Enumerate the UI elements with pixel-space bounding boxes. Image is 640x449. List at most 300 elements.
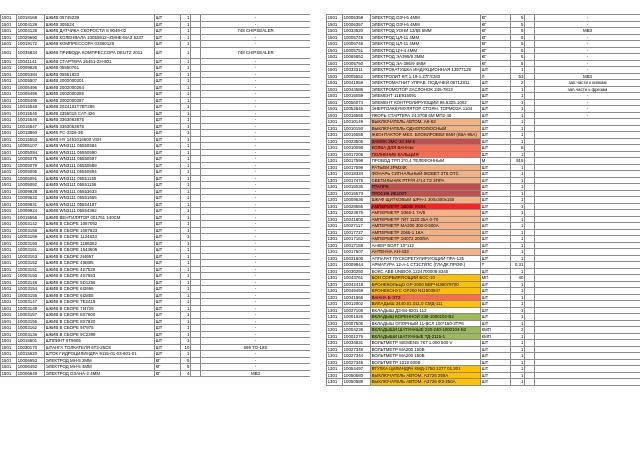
cell-c2: 10023875 <box>343 210 371 217</box>
cell-c1: 1501 <box>1 208 17 215</box>
cell-note: - <box>201 136 311 143</box>
cell-note: - <box>201 260 311 267</box>
cell-unit: ШТ <box>155 286 181 293</box>
cell-unit: ШТ <box>481 151 511 158</box>
cell-qty: 1 <box>511 99 525 106</box>
cell-note: - <box>201 286 311 293</box>
cell-name: ЗАМОК ЗМС-10 4М-5 <box>371 138 481 145</box>
cell-unit: ШТ <box>155 136 181 143</box>
cell-c1: 1501 <box>1 338 17 345</box>
cell-c2: 10003163 <box>17 253 45 260</box>
cell-c2: 10054497 <box>343 366 371 373</box>
cell-note: - <box>201 65 311 72</box>
cell-c2: 10033520 <box>343 28 371 35</box>
cell-unit: ШТ <box>155 312 181 319</box>
cell-note: зап.части к фрезам <box>535 86 640 93</box>
cell-c2: 10009631 <box>17 201 45 208</box>
cell-c2: 10003147 <box>17 299 45 306</box>
cell-c2: 10005751 <box>343 47 371 54</box>
cell-qty: 1 <box>181 292 191 299</box>
cell-unit: ШТ <box>155 240 181 247</box>
cell-c2: 10006653 <box>17 357 45 364</box>
cell-note: - <box>201 169 311 176</box>
cell-qty: 5 <box>511 15 525 22</box>
cell-c2: 10015548 <box>17 104 45 111</box>
cell-c2: 10015553 <box>17 136 45 143</box>
cell-c2: 10005092 <box>17 182 45 189</box>
left-spreadsheet <box>0 14 310 377</box>
cell-c2: 10003157 <box>17 312 45 319</box>
cell-c1: 1301 <box>327 346 343 353</box>
cell-note: - <box>535 99 640 106</box>
cell-name: ШКИВ КОЛЕНВАЛА 10055912+ZMHE-МАЗ 5337 <box>45 34 155 41</box>
cell-name: ШПЛИНТ 6T9605 <box>45 338 155 345</box>
cell-c2: 10027344 <box>343 353 371 360</box>
cell-c1: 1501 <box>1 266 17 273</box>
cell-unit: ШТ <box>481 249 511 256</box>
cell-c2: 10003159 <box>17 234 45 241</box>
table-row <box>1 28 311 35</box>
cell-note: - <box>201 41 311 48</box>
cell-qty: 1 <box>511 138 525 145</box>
cell-qty: 1 <box>511 210 525 217</box>
cell-c1: 1301 <box>327 255 343 262</box>
cell-name: ШКИВ HY 1451016600 VSH <box>45 136 155 143</box>
cell-c2: 10005079 <box>17 162 45 169</box>
cell-c2: 10050580 <box>343 372 371 379</box>
cell-c1: 1301 <box>327 307 343 314</box>
cell-c1: 1301 <box>327 177 343 184</box>
cell-name: ВАННА Б-ЭТЗ <box>371 294 481 301</box>
cell-c6 <box>525 379 535 386</box>
cell-unit: М <box>481 158 511 165</box>
cell-c1: 1301 <box>327 119 343 126</box>
cell-unit: ШТ <box>155 344 181 351</box>
cell-c1: 1301 <box>327 379 343 386</box>
cell-c1: 1301 <box>327 333 343 340</box>
cell-c2: 10010150 <box>343 125 371 132</box>
cell-c1: 1501 <box>1 214 17 221</box>
cell-unit: КМП <box>481 333 511 340</box>
cell-c2: 10016555 <box>343 132 371 139</box>
cell-qty: 1 <box>511 132 525 139</box>
cell-note: - <box>201 318 311 325</box>
cell-c2: 10005507 <box>17 78 45 85</box>
cell-qty: 1 <box>511 177 525 184</box>
cell-qty: 1 <box>181 351 191 358</box>
cell-name: ШКИВ WN3111 05553633 <box>45 188 155 195</box>
cell-unit: ШТ <box>155 247 181 254</box>
cell-unit: ШТ <box>481 125 511 132</box>
table-row <box>1 47 311 58</box>
cell-c2: 10065852 <box>343 54 371 61</box>
cell-unit: ШТ <box>481 99 511 106</box>
cell-qty: 5 <box>511 41 525 48</box>
cell-name: ШКИВ В СБОРЕ 7I4729 <box>45 305 155 312</box>
cell-unit: ШТ <box>481 340 511 347</box>
cell-name: ШКИВ В СБОРЕ 9C2399 <box>45 331 155 338</box>
cell-c2: 10004128 <box>17 28 45 35</box>
cell-unit: ШТ <box>481 346 511 353</box>
cell-c2: 10016565 <box>343 112 371 119</box>
cell-c1: 1301 <box>327 340 343 347</box>
cell-c1: 1501 <box>1 325 17 332</box>
cell-c1: 1301 <box>327 203 343 210</box>
cell-c2: 10017598 <box>343 158 371 165</box>
cell-c2: 10042418 <box>343 281 371 288</box>
cell-c1: 1501 <box>1 279 17 286</box>
cell-unit: ШТ <box>155 260 181 267</box>
cell-qty: 1 <box>511 164 525 171</box>
cell-unit: ШТ <box>155 47 181 58</box>
cell-c1: 1501 <box>1 260 17 267</box>
cell-qty: 1 <box>511 294 525 301</box>
cell-unit: ШТ <box>155 117 181 124</box>
cell-qty: 1 <box>511 216 525 223</box>
cell-note: - <box>201 325 311 332</box>
cell-note: - <box>535 67 640 74</box>
left-table <box>0 14 311 377</box>
cell-name: ШКИВ WN3111 05554392 <box>45 208 155 215</box>
cell-c1: 1301 <box>327 210 343 217</box>
cell-unit: ШТ <box>481 164 511 171</box>
cell-name: ШКИВ В СБОРЕ 1124634 <box>45 234 155 241</box>
cell-c1: 1501 <box>1 41 17 48</box>
cell-unit: ШТ <box>155 305 181 312</box>
cell-c2: 10034831 <box>343 340 371 347</box>
cell-name: ВЫКЛЮЧАТЕЛЬ АВТОМ. АЗ726 ФЗ-250А <box>371 379 481 386</box>
cell-note: зап.части к кипкам <box>535 80 640 87</box>
cell-unit: ШТ <box>155 91 181 98</box>
cell-qty: 5 <box>511 47 525 54</box>
page-gap <box>310 0 326 449</box>
cell-c1: 1301 <box>327 372 343 379</box>
cell-unit: ШТ <box>155 21 181 28</box>
cell-c2: 10016059 <box>343 93 371 100</box>
cell-unit: ШТ <box>155 331 181 338</box>
cell-qty: 1 <box>511 255 525 262</box>
cell-name: ВИЛАДЫШ 3440.01.011.0 СМД-111 <box>371 301 481 308</box>
cell-c2: 10003148 <box>17 279 45 286</box>
cell-unit: ШТ <box>155 195 181 202</box>
cell-note: - <box>201 299 311 306</box>
cell-c2: 10017476 <box>343 177 371 184</box>
cell-name: ШКИВ 05550761 <box>45 65 155 72</box>
cell-qty: 5 <box>181 364 191 371</box>
cell-c2: 10009632 <box>17 195 45 202</box>
cell-qty: 1 <box>181 78 191 85</box>
cell-qty: 1 <box>511 366 525 373</box>
cell-unit: ШТ <box>155 78 181 85</box>
cell-c1: 1301 <box>327 314 343 321</box>
cell-name: ШКИВ 05551633 <box>45 71 155 78</box>
cell-c2: 10004236 <box>343 327 371 334</box>
cell-name: ЖКОНТАКТОР МЕХ. БЛОКИРОВКИ КМИ (КВА-95А) <box>371 132 481 139</box>
cell-name: ШКИВ 2356019 CAT-426 <box>45 110 155 117</box>
cell-unit: КГ <box>155 357 181 364</box>
cell-qty: 1 <box>181 149 191 156</box>
cell-unit: КГ <box>481 54 511 61</box>
cell-qty: 1 <box>181 162 191 169</box>
cell-name: ПРОВОД ТРП 2*0,4 ТЕЛЕФОННЫЙ <box>371 158 481 165</box>
cell-qty: 1 <box>181 227 191 234</box>
cell-name: ЭЛЕКТРОД ЦЧ-4 4ММ <box>371 47 481 54</box>
cell-name: ШКИВ КОМПРЕССОРА 03360128 <box>45 41 155 48</box>
cell-unit: ШТ <box>155 214 181 221</box>
cell-c2: 10017162 <box>343 236 371 243</box>
cell-c2: 10015555 <box>17 214 45 221</box>
cell-c2: 10009636 <box>343 197 371 204</box>
cell-unit: ШТ <box>155 71 181 78</box>
cell-unit: ШТ <box>155 227 181 234</box>
cell-c2: 10015620 <box>17 351 45 358</box>
cell-unit: КГ <box>481 21 511 28</box>
cell-qty: 5 <box>511 60 525 67</box>
cell-c2: 10005760 <box>343 60 371 67</box>
cell-c2: 10007506 <box>343 320 371 327</box>
cell-qty: 1 <box>181 97 191 104</box>
cell-unit: ШТ <box>155 130 181 137</box>
cell-name: ШКИВ В СБОРЕ 1186062 <box>45 240 155 247</box>
cell-qty: 1 <box>181 41 191 48</box>
cell-name: ВКЛАДЫШИ ШАТУННЫЕ 240-240-1000104-Б2 <box>371 327 481 334</box>
cell-qty: 915 <box>511 158 525 165</box>
cell-c2: 10018860 <box>17 130 45 137</box>
cell-c1: 1501 <box>1 292 17 299</box>
cell-unit: ШТ <box>481 301 511 308</box>
cell-unit: ШТ <box>155 253 181 260</box>
cell-c1: 1501 <box>327 80 343 87</box>
cell-c2: 10015601 <box>17 338 45 345</box>
cell-unit: ШТ <box>155 201 181 208</box>
cell-c1: 1301 <box>327 262 343 269</box>
cell-name: БРОНЕКОЛЬЦО GP-3000 ВВРЧ439079700 <box>371 281 481 288</box>
cell-name: ЭЛЕМЕНТ КОНТРОЛИРУЮЩИЙ 96.5325.1002 <box>371 99 481 106</box>
cell-qty: 1 <box>511 93 525 100</box>
cell-note: - <box>201 130 311 137</box>
cell-c1: 1301 <box>327 359 343 366</box>
cell-qty: 1 <box>181 58 191 65</box>
cell-name: ЭЛЕКТРОД МН-5 4ММ <box>45 364 155 371</box>
cell-name: ВКЛАДЫШ ДЗ-84-8201 112 <box>371 307 481 314</box>
cell-c1: 1501 <box>1 97 17 104</box>
cell-c1: 1301 <box>327 125 343 132</box>
cell-name: ШКИВ FC-3326-3E <box>45 130 155 137</box>
cell-unit: ШТ <box>155 41 181 48</box>
cell-name: ТРОСИК ИЕ100Т <box>371 190 481 197</box>
cell-name: ШКИВ WN3111 05550588 <box>45 162 155 169</box>
cell-note: - <box>535 21 640 28</box>
cell-unit: ШТ <box>481 320 511 327</box>
cell-name: АРМАТУРА 12-А-1 СТ3СП/ПС (ГЛАДК.ПРОФ.) <box>371 262 481 269</box>
cell-name: ВТУЛКА ЦИЛИНДРА КМД-1750 1277 01.201 <box>371 366 481 373</box>
cell-c1: 1501 <box>327 86 343 93</box>
cell-qty: 1 <box>181 110 191 117</box>
cell-name: ЭЛЕКТРОД ОЗЧ-6 4ММ <box>371 21 481 28</box>
cell-c2: 10023505 <box>343 138 371 145</box>
cell-unit: ШТ <box>155 15 181 22</box>
table-row <box>1 370 311 377</box>
cell-c1: 1501 <box>327 41 343 48</box>
cell-c2: 10041141 <box>17 58 45 65</box>
cell-c1: 1301 <box>327 327 343 334</box>
cell-c1: 1501 <box>327 93 343 100</box>
cell-note: - <box>535 60 640 67</box>
cell-qty: 1 <box>511 281 525 288</box>
cell-name: ЭЛЕМЕНТ 11E915091 <box>371 93 481 100</box>
cell-c2: 10019172 <box>17 41 45 48</box>
cell-c1: 1501 <box>1 104 17 111</box>
cell-note: - <box>535 15 640 22</box>
cell-unit: ШТ <box>481 203 511 210</box>
cell-c2: 10003162 <box>17 325 45 332</box>
cell-c1: 1501 <box>1 84 17 91</box>
cell-qty: 1 <box>181 260 191 267</box>
cell-c6 <box>191 47 201 58</box>
cell-c2: 10003160 <box>17 240 45 247</box>
cell-unit: КГ <box>481 60 511 67</box>
cell-name: ШКИВ В СБОРЕ 3I4657 <box>45 253 155 260</box>
cell-unit: ШТ <box>481 216 511 223</box>
cell-c2: 10006358 <box>343 15 371 22</box>
cell-note: - <box>535 106 640 113</box>
cell-note: МВЗ <box>201 370 311 377</box>
cell-note <box>535 379 640 386</box>
cell-name: АМПЕРМЕТР МА200 300-0-500А <box>371 223 481 230</box>
cell-c2: 10005384 <box>17 71 45 78</box>
cell-qty: 1 <box>181 234 191 241</box>
cell-c1: 1501 <box>327 112 343 119</box>
cell-note: - <box>201 162 311 169</box>
cell-qty: 1 <box>511 184 525 191</box>
cell-c1: 1501 <box>1 143 17 150</box>
cell-name: ШКИВ 3363063878 <box>45 123 155 130</box>
cell-c1: 1301 <box>327 197 343 204</box>
cell-unit: ШТ <box>481 229 511 236</box>
cell-c1: 1501 <box>1 364 17 371</box>
cell-c2: 10027106 <box>343 307 371 314</box>
cell-qty: 1 <box>181 331 191 338</box>
cell-note: - <box>201 214 311 221</box>
cell-c1: 1501 <box>1 117 17 124</box>
cell-c6 <box>191 370 201 377</box>
cell-qty: 1 <box>511 288 525 295</box>
cell-name: ТРАПРЕ <box>371 184 481 191</box>
cell-c2: 10027117 <box>343 223 371 230</box>
cell-unit: ШТ <box>481 138 511 145</box>
cell-c1: 1301 <box>327 353 343 360</box>
cell-c2: 10006492 <box>17 364 45 371</box>
cell-note: - <box>201 149 311 156</box>
cell-qty: 1 <box>511 151 525 158</box>
cell-qty: 1 <box>181 247 191 254</box>
cell-c2: 10050589 <box>343 379 371 386</box>
cell-name: ШКИВ 2024101T7BT286 <box>45 104 155 111</box>
cell-c2: 10017158 <box>343 242 371 249</box>
cell-c2: 10030250 <box>343 268 371 275</box>
cell-note: - <box>201 188 311 195</box>
cell-unit: ШТ <box>481 359 511 366</box>
cell-unit: ШТ <box>481 119 511 126</box>
cell-note: - <box>201 351 311 358</box>
cell-unit: ШТ <box>155 84 181 91</box>
cell-c2: 10005094 <box>17 149 45 156</box>
cell-unit: ШТ <box>481 307 511 314</box>
cell-note: - <box>201 71 311 78</box>
cell-c2: 10017599 <box>343 164 371 171</box>
cell-unit: ШТ <box>155 156 181 163</box>
cell-name: ШКИВ WN3111 05551655 <box>45 195 155 202</box>
cell-unit: ШТ <box>155 104 181 111</box>
cell-c1: 1301 <box>327 151 343 158</box>
cell-qty: 1 <box>181 28 191 35</box>
cell-c1: 1501 <box>1 195 17 202</box>
cell-c2: 10041800 <box>343 216 371 223</box>
cell-name: ЭЛЕКТРОД ЭА-395/9 4ММ <box>371 60 481 67</box>
cell-c2: 10035834 <box>17 47 45 58</box>
cell-name: ШКИВ WN3111 05551155 <box>45 175 155 182</box>
cell-note: - <box>201 273 311 280</box>
cell-unit: ШТ <box>155 34 181 41</box>
cell-qty: 0,31 <box>511 262 525 269</box>
cell-c2: 10015573 <box>343 190 371 197</box>
cell-note: - <box>201 357 311 364</box>
cell-name: ШКИВ WN3111 05550594 <box>45 169 155 176</box>
cell-c1: 1501 <box>1 28 17 35</box>
cell-c2: 10001276 <box>343 333 371 340</box>
cell-c2: 10009928 <box>17 188 45 195</box>
cell-qty: 1 <box>181 65 191 72</box>
cell-name: ВЫКЛЮЧАТЕЛЬ АВТОМ. АК-63 <box>371 119 481 126</box>
cell-qty: 1 <box>181 253 191 260</box>
cell-qty: 1 <box>511 268 525 275</box>
cell-c1: 1301 <box>327 229 343 236</box>
cell-unit: ШТ <box>481 171 511 178</box>
cell-c2: 10001926 <box>343 314 371 321</box>
cell-name: КОЛБА ДЛЯ ВАННЫ <box>371 145 481 152</box>
cell-note: - <box>201 208 311 215</box>
cell-unit: КГ <box>481 47 511 54</box>
cell-qty: 2 <box>511 80 525 87</box>
cell-unit: ШТ <box>481 190 511 197</box>
cell-unit: ШТ <box>481 197 511 204</box>
cell-name: АМПЕРМЕТР 2065-1 1КА <box>371 229 481 236</box>
cell-note: - <box>535 47 640 54</box>
cell-c2: 10006357 <box>343 21 371 28</box>
cell-c1: 1501 <box>1 247 17 254</box>
cell-c1: 1501 <box>1 299 17 306</box>
cell-unit: ШТ <box>155 273 181 280</box>
cell-note: - <box>201 201 311 208</box>
cell-unit: ШТ <box>481 93 511 100</box>
cell-unit: ШТ <box>155 97 181 104</box>
cell-unit: ШТ <box>481 210 511 217</box>
cell-qty: 1 <box>511 379 525 386</box>
cell-c1: 1501 <box>1 156 17 163</box>
cell-c2: 10003136 <box>17 331 45 338</box>
cell-c1: 1501 <box>1 123 17 130</box>
cell-qty: 1 <box>511 314 525 321</box>
cell-c2: 10005496 <box>17 84 45 91</box>
cell-c2: 10041958 <box>343 80 371 87</box>
cell-unit: ШТ <box>481 145 511 152</box>
cell-note: - <box>201 58 311 65</box>
cell-unit: КГ <box>155 370 181 377</box>
cell-qty: 1 <box>181 143 191 150</box>
cell-c1: 1501 <box>1 201 17 208</box>
cell-c1: 1501 <box>1 169 17 176</box>
cell-c2: 10017507 <box>343 249 371 256</box>
